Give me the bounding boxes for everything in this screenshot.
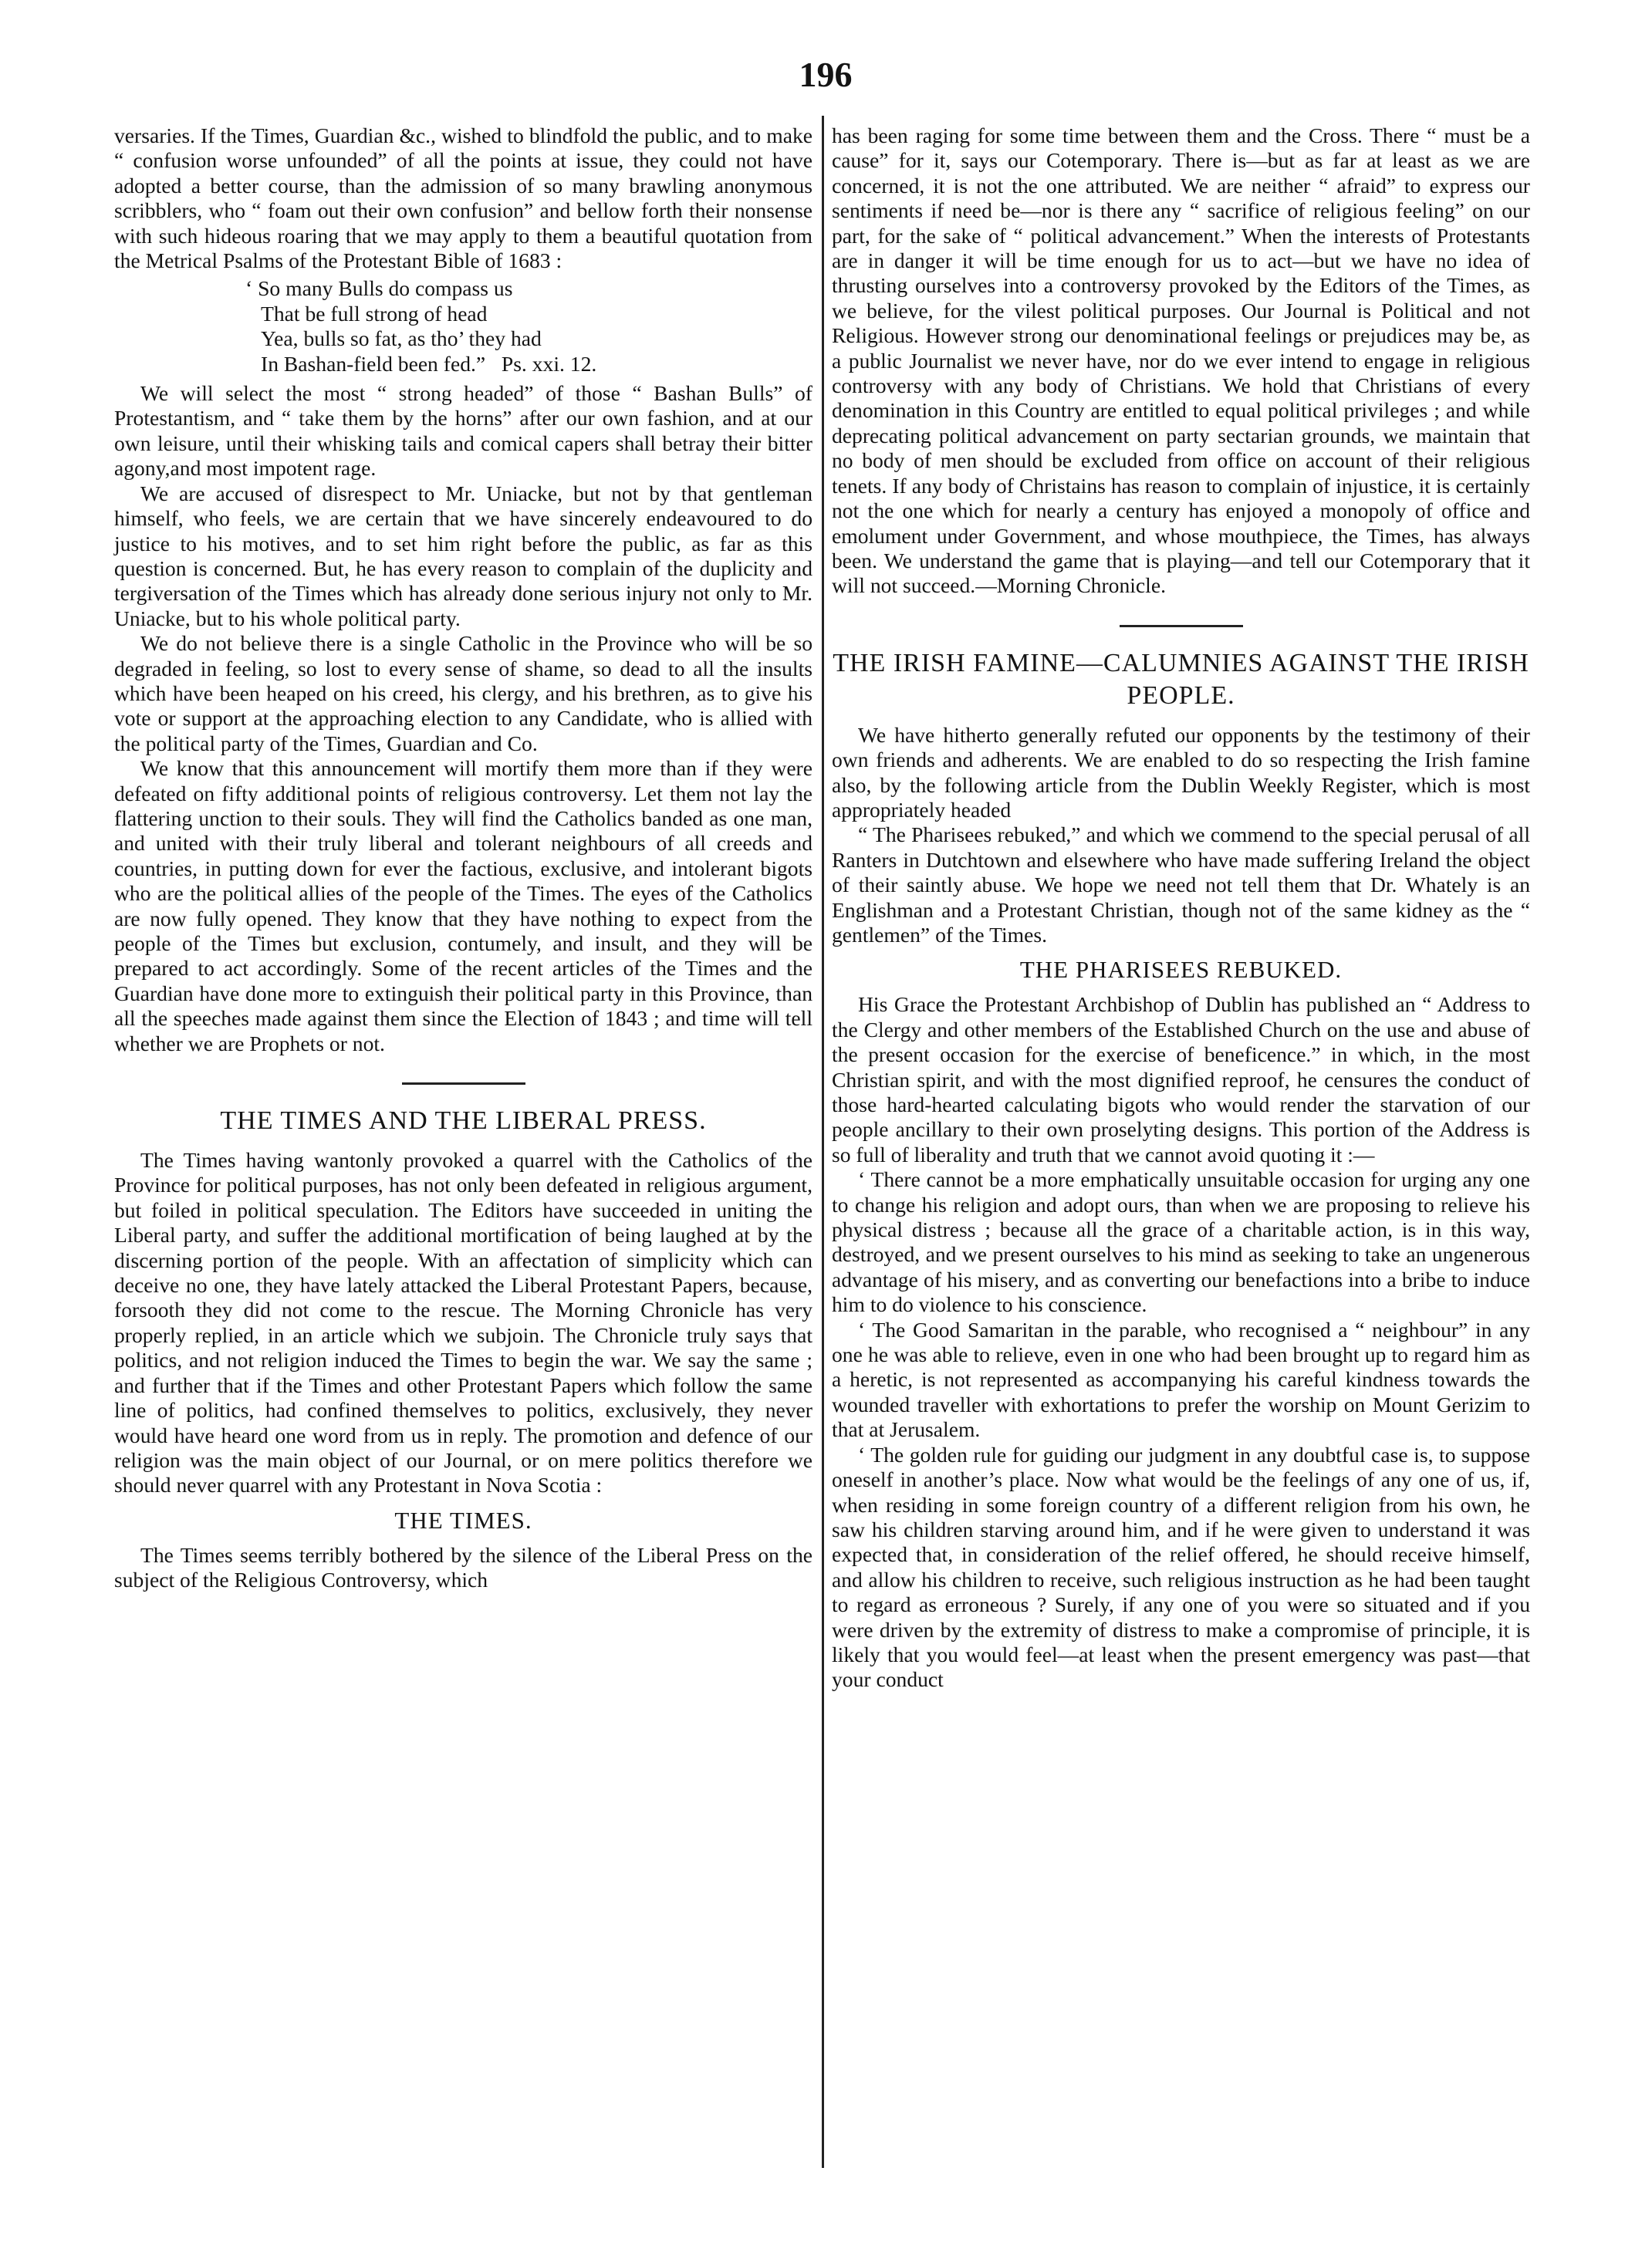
article-subheading: THE PHARISEES REBUKED. <box>1019 956 1343 984</box>
paragraph: versaries. If the Times, Guardian &c., wished to blindfold the public, and to make “ confusion worse unfounded” of all the points at issue, they could not have adopted a better course, than the admission of so many brawling anonymous scribblers, who “ foam out their own confusion” and bellow forth their nonsense with such hideous roaring that we may apply to them a beautiful quotation from the Metrical Psalms of the Protestant Bible of 1683 : <box>114 123 812 273</box>
section-rule <box>402 1082 525 1085</box>
verse-reference: Ps. xxi. 12. <box>501 351 597 376</box>
left-column <box>114 123 812 1593</box>
verse-line: ‘ So many Bulls do compass us <box>245 276 513 301</box>
paragraph: We know that this announcement will mortify them more than if they were defeated on fifty additional points of religious controversy. Let them not lay the flattering unction to their souls. They will find the Catholics banded as one man, and united with their truly liberal and tolerant neighbours of all creeds and countries, in putting down for ever the factious, exclusive, and intolerant bigots who are the political allies of the people of the Times. The eyes of the Catholics are now fully opened. They know that they have nothing to expect from the people of the Times but exclusion, contumely, and insult, and they will be prepared to act accordingly. Some of the recent articles of the Times and the Guardian have done more to extinguish their political party in this Province, than all the speeches made against them since the Election of 1843 ; and time will tell whether we are Prophets or not. <box>114 756 812 1055</box>
paragraph: ‘ There cannot be a more emphatically unsuitable occasion for urging any one to change his religion and adopt ours, than when we are proposing to relieve his physical distress ; because all the grace of a charitable action, is in this way, destroyed, and we present ourselves to his mind as seeking to take an ungenerous advantage of his misery, and as converting our benefactions into a bribe to induce him to do violence to his conscience. <box>832 1167 1530 1317</box>
article-subheading: THE TIMES. <box>394 1506 532 1534</box>
paragraph: We have hitherto generally refuted our opponents by the testimony of their own friends and adherents. We are enabled to do so respecting the Irish famine also, by the following article from the Dublin Weekly Register, which is most appropriately headed <box>832 722 1530 822</box>
paragraph: ‘ The Good Samaritan in the parable, who recognised a “ neighbour” in any one he was able to relieve, even in one who had been brought up to regard him as a heretic, is not represented as accompanying his careful kindness towards the wounded traveller with exhortations to prefer the worship on Mount Gerizim to that at Jerusalem. <box>832 1317 1530 1442</box>
paragraph: We are accused of disrespect to Mr. Uniacke, but not by that gentleman himself, who feels, we are certain that we have sincerely endeavoured to do justice to his motives, and to set him right before the public, as far as this question is concerned. But, he has every reason to complain of the duplicity and tergiversation of the Times which has already done serious injury not only to Mr. Uniacke, but to his whole political party. <box>114 481 812 630</box>
verse-line: That be full strong of head <box>261 301 488 326</box>
article-heading: THE TIMES AND THE LIBERAL PRESS. <box>220 1106 707 1136</box>
page-number: 196 <box>799 55 853 94</box>
article-heading: THE IRISH FAMINE—CALUMNIES AGAINST THE IRISH PEOPLE. <box>833 648 1529 710</box>
verse-line: Yea, bulls so fat, as tho’ they had <box>261 326 542 351</box>
paragraph: ‘ The golden rule for guiding our judgment in any doubtful case is, to suppose oneself in another’s place. Now what would be the feelings of any one of us, if, when residing in some foreign country of a different religion from his own, he saw his children starving around him, and if he were given to understand it was expected that, in consideration of the relief offered, he should receive himself, and allow his children to receive, such religious instruction as he had been taught to regard as erroneous ? Surely, if any one of you were so situated and if you were driven by the extremity of distress to make a compromise of principle, it is likely that you would feel—at least when the present emergency was past—that your conduct <box>832 1442 1530 1692</box>
verse-line-text: In Bashan-field been fed.” <box>261 351 486 376</box>
verse-line <box>114 352 812 376</box>
section-rule <box>1120 625 1243 627</box>
paragraph: His Grace the Protestant Archbishop of Dublin has published an “ Address to the Clergy and other members of the Established Church on the use and abuse of the present occasion for the exercise of beneficence.” in which, in the most Christian spirit, and with the most dignified reproof, he censures the conduct of those hard-hearted calculating bigots who would render the starvation of our people ancillary to their own proselyting designs. This portion of the Address is so full of liberality and truth that we cannot avoid quoting it :— <box>832 992 1530 1167</box>
paragraph: The Times having wantonly provoked a quarrel with the Catholics of the Province for political purposes, has not only been defeated in religious argument, but foiled in political speculation. The Editors have succeeded in uniting the Liberal party, and suffer the additional mortification of being laughed at by the discerning portion of the people. With an affectation of simplicity which can deceive no one, they have lately attacked the Liberal Protestant Papers, because, forsooth they did not come to the rescue. The Morning Chronicle has very properly replied, in an article which we subjoin. The Chronicle truly says that politics, and not religion induced the Times to begin the war. We say the same ; and further that if the Times and other Protestant Papers which follow the same line of politics, had confined themselves to politics, exclusively, they never would have heard one word from us in reply. The promotion and defence of our religion was the main object of our Journal, or on mere politics therefore we should never quarrel with any Protestant in Nova Scotia : <box>114 1148 812 1497</box>
right-column <box>832 123 1530 1693</box>
column-divider <box>822 116 824 2168</box>
paragraph: We do not believe there is a single Catholic in the Province who will be so degraded in feeling, so lost to every sense of shame, so dead to all the insults which have been heaped on his creed, his clergy, and his brethren, as to give his vote or support at the approaching election to any Candidate, who is allied with the political party of the Times, Guardian and Co. <box>114 631 812 755</box>
psalm-quotation <box>114 276 812 376</box>
paragraph: We will select the most “ strong headed” of those “ Bashan Bulls” of Protestantism, and “ take them by the horns” after our own fashion, and at our own leisure, until their whisking tails and comical capers shall betray their bitter agony,and most impotent rage. <box>114 381 812 481</box>
paragraph: has been raging for some time between them and the Cross. There “ must be a cause” for it, says our Cotemporary. There is—but as far at least as we are concerned, it is not the one attributed. We are neither “ afraid” to express our sentiments if need be—nor is there any “ sacrifice of religious feeling” on our part, for the sake of “ political advancement.” When the interests of Protestants are in danger it will be time enough for us to act—but we have no idea of thrusting ourselves into a controversy provoked by the Editors of the Times, as we believe, for the vilest political purposes. Our Journal is Political and not Religious. However strong our denominational feelings or prejudices may be, as a public Journalist we never have, nor do we ever intend to engage in religious controversy with any body of Christians. We hold that Christians of every denomination in this Country are entitled to equal political privileges ; and while deprecating political advancement on party sectarian grounds, we maintain that no body of men should be excluded from office on account of their religious tenets. If any body of Christains has reason to complain of injustice, it is certainly not the one which for nearly a century has enjoyed a monopoly of office and emolument under Government, and whose mouthpiece, the Times, has always been. We understand the game that is playing—and tell our Cotemporary that it will not succeed.—Morning Chronicle. <box>832 123 1530 598</box>
paragraph: The Times seems terribly bothered by the silence of the Liberal Press on the subject of the Religious Controversy, which <box>114 1542 812 1592</box>
paragraph: “ The Pharisees rebuked,” and which we commend to the special perusal of all Ranters in Dutchtown and elsewhere who have made suffering Ireland the object of their saintly abuse. We hope we need not tell them that Dr. Whately is an Englishman and a Protestant Christian, though not of the same kidney as the “ gentlemen” of the Times. <box>832 822 1530 947</box>
